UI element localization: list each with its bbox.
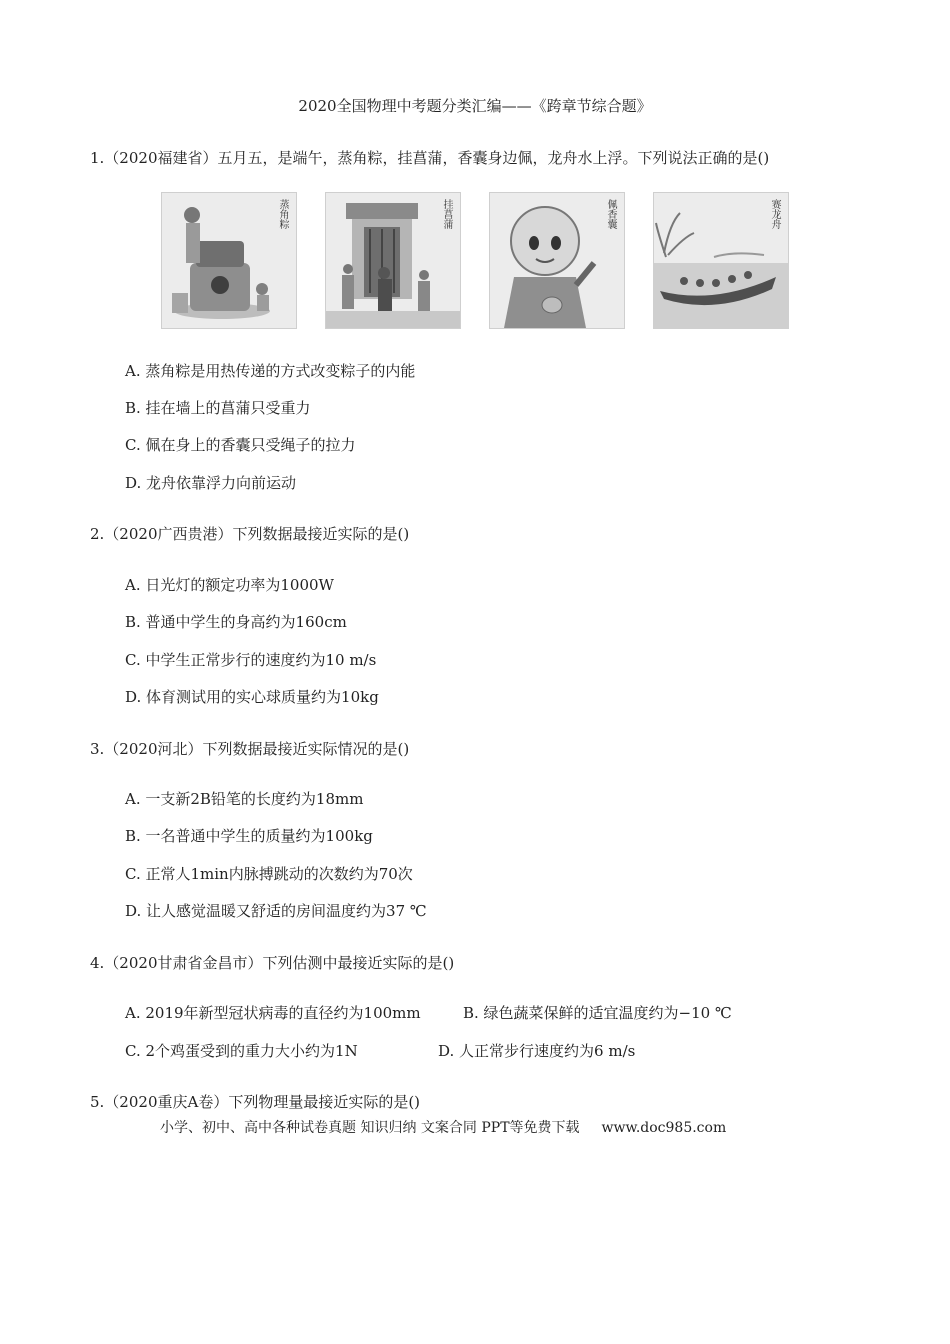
image-steaming-zongzi xyxy=(161,192,297,329)
question-3-option-b[interactable]: B. 一名普通中学生的质量约为100kg xyxy=(125,827,373,845)
question-5-stem: 5.（2020重庆A卷）下列物理量最接近实际的是() xyxy=(90,1093,421,1111)
question-1-option-a[interactable]: A. 蒸角粽是用热传递的方式改变粽子的内能 xyxy=(125,362,416,380)
question-2-option-c[interactable]: C. 中学生正常步行的速度约为10 m/s xyxy=(125,651,377,669)
question-1-option-c[interactable]: C. 佩在身上的香囊只受绳子的拉力 xyxy=(125,436,356,454)
question-4-option-d[interactable]: D. 人正常步行速度约为6 m/s xyxy=(438,1042,636,1060)
question-1-stem: 1.（2020福建省）五月五，是端午，蒸角粽，挂菖蒲，香囊身边佩，龙舟水上浮。下列说法正确的是() xyxy=(90,149,770,167)
question-3-option-d[interactable]: D. 让人感觉温暖又舒适的房间温度约为37 ℃ xyxy=(125,902,427,920)
question-1-option-b[interactable]: B. 挂在墙上的菖蒲只受重力 xyxy=(125,399,311,417)
image-hanging-calamus xyxy=(325,192,461,329)
image-label: 赛龙舟 xyxy=(769,199,780,229)
question-4-option-a[interactable]: A. 2019年新型冠状病毒的直径约为100mm xyxy=(125,1004,421,1022)
question-2-option-a[interactable]: A. 日光灯的额定功率为1000W xyxy=(125,576,334,594)
image-dragon-boat xyxy=(653,192,789,329)
question-4-stem: 4.（2020甘肃省金昌市）下列估测中最接近实际的是() xyxy=(90,954,455,972)
question-1-option-d[interactable]: D. 龙舟依靠浮力向前运动 xyxy=(125,474,297,492)
question-4-option-b[interactable]: B. 绿色蔬菜保鲜的适宜温度约为−10 ℃ xyxy=(463,1004,732,1022)
image-sachet-child xyxy=(489,192,625,329)
image-label: 佩香囊 xyxy=(605,199,616,229)
footer xyxy=(160,1117,726,1137)
image-label: 蒸角粽 xyxy=(277,199,288,229)
question-2-option-d[interactable]: D. 体育测试用的实心球质量约为10kg xyxy=(125,688,379,706)
question-2-option-b[interactable]: B. 普通中学生的身高约为160cm xyxy=(125,613,347,631)
footer-site-link[interactable]: www.doc985.com xyxy=(601,1120,727,1136)
footer-text: 小学、初中、高中各种试卷真题 知识归纳 文案合同 PPT等免费下载 xyxy=(160,1120,580,1136)
image-label: 挂菖蒲 xyxy=(441,199,452,229)
question-2-stem: 2.（2020广西贵港）下列数据最接近实际的是() xyxy=(90,525,410,543)
question-3-option-c[interactable]: C. 正常人1min内脉搏跳动的次数约为70次 xyxy=(125,865,413,883)
question-3-stem: 3.（2020河北）下列数据最接近实际情况的是() xyxy=(90,740,410,758)
question-4-option-c[interactable]: C. 2个鸡蛋受到的重力大小约为1N xyxy=(125,1042,358,1060)
page-title: 2020全国物理中考题分类汇编——《跨章节综合题》 xyxy=(298,97,652,115)
question-3-option-a[interactable]: A. 一支新2B铅笔的长度约为18mm xyxy=(125,790,364,808)
